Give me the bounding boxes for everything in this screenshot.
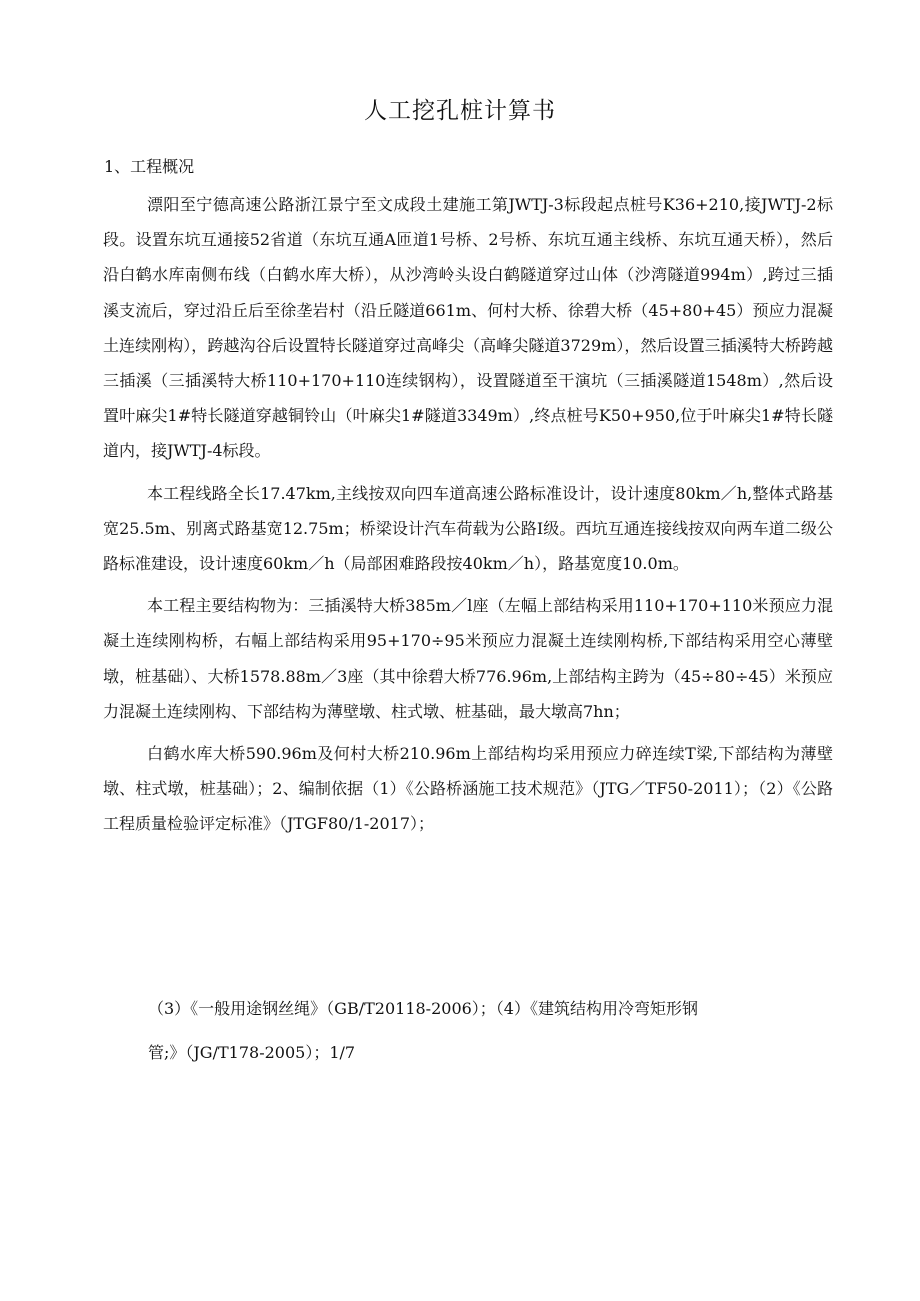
paragraph-bridges-and-basis: 白鹤水库大桥590.96m及何村大桥210.96m上部结构均采用预应力碎连续T梁,下部结构为薄壁墩、柱式墩，桩基础）；2、编制依据（1）《公路桥涵施工技术规范》（JTG／TF50-2011）；（2）《公路工程质量检验评定标准》（JTGF80/1-2017）； (103, 744, 833, 834)
reference-line: 管;》（JG/T178-2005）；1/7 (148, 1043, 356, 1062)
paragraph-project-overview: 漂阳至宁德高速公路浙江景宁至文成段土建施工第JWTJ-3标段起点桩号K36+210,接JWTJ-2标段。设置东坑互通接52省道（东坑互通A匝道1号桥、2号桥、东坑互通主线桥、东坑互通天桥），然后沿白鹤水库南侧布线（白鹤水库大桥），从沙湾岭头设白鹤隧道穿过山体（沙湾隧道994m）,跨过三插溪支流后，穿过沿丘后至徐垄岩村（沿丘隧道661m、何村大桥、徐碧大桥（45+80+45）预应力混凝土连续刚构），跨越沟谷后设置特长隧道穿过高峰尖（高峰尖隧道3729m），然后设置三插溪特大桥跨越三插溪（三插溪特大桥110+170+110连续钢构），设置隧道至干演坑（三插溪隧道1548m）,然后设置叶麻尖1#特长隧道穿越铜铃山（叶麻尖1#隧道3349m）,终点桩号K50+950,位于叶麻尖1#特长隧道内，接JWTJ-4标段。 (103, 195, 833, 461)
document-title: 人工挖孔桩计算书 (364, 98, 556, 124)
paragraph-main-structures: 本工程主要结构物为：三插溪特大桥385m／l座（左幅上部结构采用110+170+110米预应力混凝土连续刚构桥，右幅上部结构采用95+170÷95米预应力混凝土连续刚构桥,下部结构采用空心薄壁墩，桩基础）、大桥1578.88m／3座（其中徐碧大桥776.96m,上部结构主跨为（45÷80÷45）米预应力混凝土连续刚构、下部结构为薄壁墩、柱式墩、桩基础，最大墩高7hn； (103, 596, 833, 721)
paragraph-route-length: 本工程线路全长17.47km,主线按双向四车道高速公路标准设计，设计速度80km／h,整体式路基宽25.5m、别离式路基宽12.75m；桥梁设计汽车荷载为公路Ⅰ级。西坑互通连接线按双向两车道二级公路标准建设，设计速度60km／h（局部困难路段按40km／h），路基宽度10.0m。 (103, 483, 833, 574)
reference-list (148, 987, 808, 1075)
reference-line: （3）《一般用途钢丝绳》（GB/T20118-2006）；（4）《建筑结构用冷弯矩形钢 (148, 999, 698, 1018)
section-heading: 1、工程概况 (104, 157, 195, 176)
document-body (103, 187, 833, 849)
